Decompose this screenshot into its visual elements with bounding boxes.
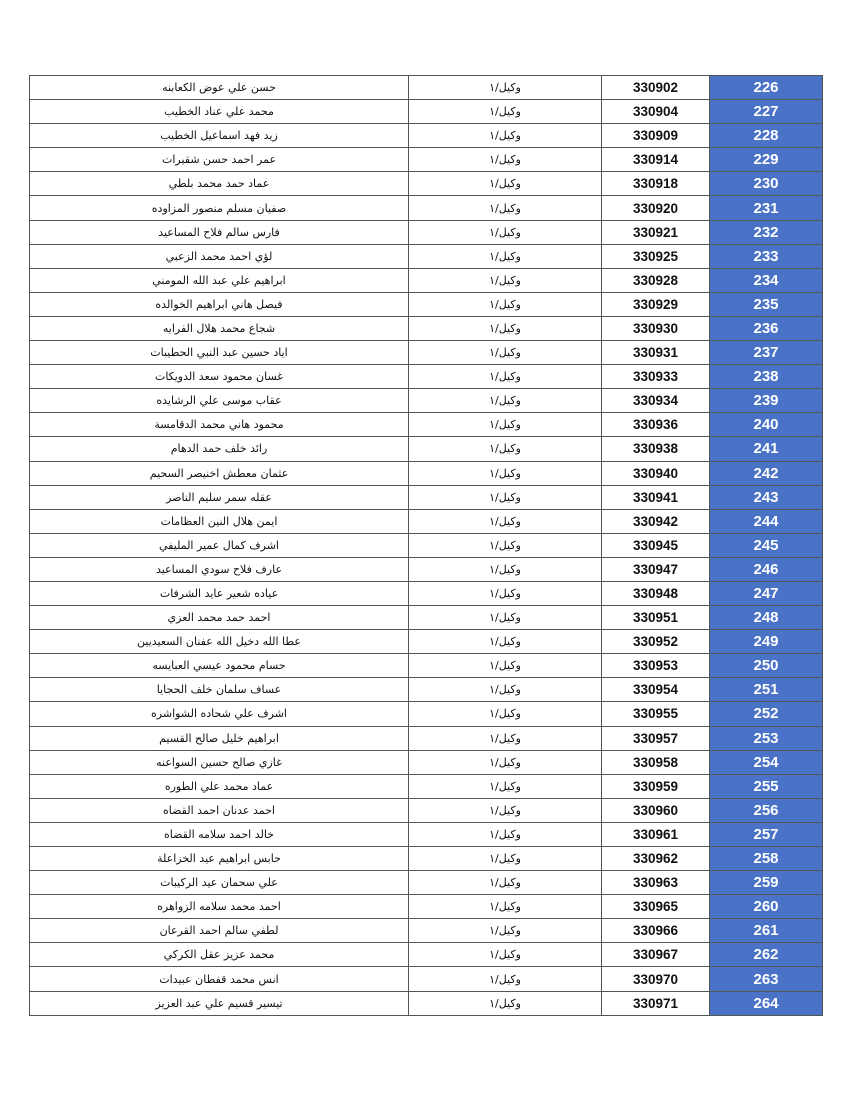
code-cell: 330920 (602, 196, 710, 220)
rank-cell: وكيل/١ (409, 100, 602, 124)
table-row (30, 967, 823, 991)
name-cell: علي سحمان عيد الركيبات (30, 871, 409, 895)
table-row (30, 196, 823, 220)
code-cell: 330929 (602, 292, 710, 316)
row-number-cell: 245 (710, 533, 823, 557)
rank-cell: وكيل/١ (409, 919, 602, 943)
name-cell: زيد فهد اسماعيل الخطيب (30, 124, 409, 148)
code-cell: 330931 (602, 341, 710, 365)
code-cell: 330953 (602, 654, 710, 678)
row-number-cell: 264 (710, 991, 823, 1015)
row-number-cell: 244 (710, 509, 823, 533)
name-cell: احمد عدنان احمد القضاه (30, 798, 409, 822)
code-cell: 330951 (602, 606, 710, 630)
table-row (30, 413, 823, 437)
name-cell: محمود هاني محمد الدقامسة (30, 413, 409, 437)
table-row (30, 509, 823, 533)
table-row (30, 557, 823, 581)
table-row (30, 991, 823, 1015)
code-cell: 330928 (602, 268, 710, 292)
name-cell: احمد محمد سلامه الزواهره (30, 895, 409, 919)
code-cell: 330961 (602, 822, 710, 846)
row-number-cell: 240 (710, 413, 823, 437)
row-number-cell: 242 (710, 461, 823, 485)
row-number-cell: 232 (710, 220, 823, 244)
name-cell: حسام محمود عيسي العبايسه (30, 654, 409, 678)
name-cell: انس محمد قفطان عبيدات (30, 967, 409, 991)
code-cell: 330925 (602, 244, 710, 268)
table-row (30, 798, 823, 822)
row-number-cell: 258 (710, 847, 823, 871)
row-number-cell: 234 (710, 268, 823, 292)
name-cell: غازي صالح حسين السواعنه (30, 750, 409, 774)
table-row (30, 124, 823, 148)
rank-cell: وكيل/١ (409, 389, 602, 413)
row-number-cell: 248 (710, 606, 823, 630)
rank-cell: وكيل/١ (409, 678, 602, 702)
name-cell: لطفي سالم احمد القرعان (30, 919, 409, 943)
row-number-cell: 250 (710, 654, 823, 678)
rank-cell: وكيل/١ (409, 268, 602, 292)
rank-cell: وكيل/١ (409, 606, 602, 630)
code-cell: 330918 (602, 172, 710, 196)
table-row (30, 148, 823, 172)
name-cell: اشرف علي شحاده الشواشره (30, 702, 409, 726)
name-cell: لؤي احمد محمد الزعبي (30, 244, 409, 268)
rank-cell: وكيل/١ (409, 461, 602, 485)
code-cell: 330960 (602, 798, 710, 822)
table-row (30, 76, 823, 100)
table-row (30, 244, 823, 268)
name-cell: تيسير قسيم علي عبد العزيز (30, 991, 409, 1015)
rank-cell: وكيل/١ (409, 437, 602, 461)
name-cell: ابراهيم خليل صالح القسيم (30, 726, 409, 750)
name-cell: عماد محمد علي الطوره (30, 774, 409, 798)
code-cell: 330930 (602, 316, 710, 340)
rank-cell: وكيل/١ (409, 991, 602, 1015)
code-cell: 330971 (602, 991, 710, 1015)
name-cell: عساف سلمان خلف الحجايا (30, 678, 409, 702)
name-cell: حابس ابراهيم عيد الخزاعلة (30, 847, 409, 871)
table-row (30, 268, 823, 292)
name-cell: فارس سالم فلاح المساعيد (30, 220, 409, 244)
row-number-cell: 249 (710, 630, 823, 654)
row-number-cell: 256 (710, 798, 823, 822)
rank-cell: وكيل/١ (409, 485, 602, 509)
table-row (30, 316, 823, 340)
row-number-cell: 237 (710, 341, 823, 365)
row-number-cell: 253 (710, 726, 823, 750)
code-cell: 330967 (602, 943, 710, 967)
row-number-cell: 227 (710, 100, 823, 124)
table-row (30, 485, 823, 509)
row-number-cell: 255 (710, 774, 823, 798)
rank-cell: وكيل/١ (409, 967, 602, 991)
code-cell: 330933 (602, 365, 710, 389)
rank-cell: وكيل/١ (409, 702, 602, 726)
code-cell: 330963 (602, 871, 710, 895)
name-cell: غسان محمود سعد الدويكات (30, 365, 409, 389)
row-number-cell: 261 (710, 919, 823, 943)
code-cell: 330934 (602, 389, 710, 413)
rank-cell: وكيل/١ (409, 798, 602, 822)
name-cell: اشرف كمال عمير المليفي (30, 533, 409, 557)
rank-cell: وكيل/١ (409, 509, 602, 533)
code-cell: 330941 (602, 485, 710, 509)
rank-cell: وكيل/١ (409, 943, 602, 967)
table-row (30, 654, 823, 678)
rank-cell: وكيل/١ (409, 292, 602, 316)
name-cell: محمد عزيز عقل الكركي (30, 943, 409, 967)
table-row (30, 630, 823, 654)
rank-cell: وكيل/١ (409, 533, 602, 557)
code-cell: 330958 (602, 750, 710, 774)
name-cell: ابراهيم علي عبد الله المومني (30, 268, 409, 292)
table-row (30, 100, 823, 124)
code-cell: 330957 (602, 726, 710, 750)
name-cell: عارف فلاح سودي المساعيد (30, 557, 409, 581)
rank-cell: وكيل/١ (409, 895, 602, 919)
row-number-cell: 260 (710, 895, 823, 919)
row-number-cell: 247 (710, 581, 823, 605)
table-body (30, 76, 823, 1016)
name-cell: ايمن هلال النين العظامات (30, 509, 409, 533)
name-cell: فيصل هاني ابراهيم الخوالده (30, 292, 409, 316)
rank-cell: وكيل/١ (409, 365, 602, 389)
name-cell: عثمان معطش اخنيصر السحيم (30, 461, 409, 485)
rank-cell: وكيل/١ (409, 654, 602, 678)
rank-cell: وكيل/١ (409, 750, 602, 774)
row-number-cell: 257 (710, 822, 823, 846)
rank-cell: وكيل/١ (409, 726, 602, 750)
name-cell: اياد حسين عبد النبي الحطيبات (30, 341, 409, 365)
name-cell: حسن علي عوض الكعابنه (30, 76, 409, 100)
name-cell: خالد احمد سلامه القضاه (30, 822, 409, 846)
code-cell: 330942 (602, 509, 710, 533)
table-row (30, 292, 823, 316)
table-row (30, 919, 823, 943)
table-row (30, 461, 823, 485)
table-row (30, 581, 823, 605)
table-row (30, 389, 823, 413)
rank-cell: وكيل/١ (409, 76, 602, 100)
row-number-cell: 243 (710, 485, 823, 509)
rank-cell: وكيل/١ (409, 871, 602, 895)
row-number-cell: 228 (710, 124, 823, 148)
row-number-cell: 230 (710, 172, 823, 196)
name-cell: عقله سمر سليم الناصر (30, 485, 409, 509)
code-cell: 330914 (602, 148, 710, 172)
personnel-table (29, 75, 823, 1016)
table-row (30, 437, 823, 461)
table-row (30, 750, 823, 774)
name-cell: صفيان مسلم منصور المزاوده (30, 196, 409, 220)
code-cell: 330938 (602, 437, 710, 461)
row-number-cell: 252 (710, 702, 823, 726)
rank-cell: وكيل/١ (409, 124, 602, 148)
code-cell: 330955 (602, 702, 710, 726)
code-cell: 330962 (602, 847, 710, 871)
code-cell: 330970 (602, 967, 710, 991)
code-cell: 330936 (602, 413, 710, 437)
row-number-cell: 233 (710, 244, 823, 268)
name-cell: عياده شعير عايد الشرفات (30, 581, 409, 605)
row-number-cell: 231 (710, 196, 823, 220)
code-cell: 330959 (602, 774, 710, 798)
table-row (30, 678, 823, 702)
row-number-cell: 259 (710, 871, 823, 895)
row-number-cell: 254 (710, 750, 823, 774)
row-number-cell: 263 (710, 967, 823, 991)
table-row (30, 606, 823, 630)
table-row (30, 702, 823, 726)
name-cell: عمر احمد حسن شقيرات (30, 148, 409, 172)
name-cell: احمد حمد محمد العزي (30, 606, 409, 630)
name-cell: رائد خلف حمد الدهام (30, 437, 409, 461)
row-number-cell: 229 (710, 148, 823, 172)
name-cell: عقاب موسى علي الرشايده (30, 389, 409, 413)
code-cell: 330952 (602, 630, 710, 654)
table-row (30, 726, 823, 750)
name-cell: عطا الله دخيل الله عفنان السعيديين (30, 630, 409, 654)
row-number-cell: 226 (710, 76, 823, 100)
rank-cell: وكيل/١ (409, 341, 602, 365)
row-number-cell: 235 (710, 292, 823, 316)
code-cell: 330940 (602, 461, 710, 485)
table-row (30, 220, 823, 244)
row-number-cell: 239 (710, 389, 823, 413)
row-number-cell: 241 (710, 437, 823, 461)
table-row (30, 871, 823, 895)
table-row (30, 822, 823, 846)
rank-cell: وكيل/١ (409, 220, 602, 244)
rank-cell: وكيل/١ (409, 822, 602, 846)
rank-cell: وكيل/١ (409, 316, 602, 340)
code-cell: 330947 (602, 557, 710, 581)
name-cell: عماد حمد محمد بلطي (30, 172, 409, 196)
table-row (30, 847, 823, 871)
rank-cell: وكيل/١ (409, 148, 602, 172)
rank-cell: وكيل/١ (409, 581, 602, 605)
table-row (30, 172, 823, 196)
row-number-cell: 236 (710, 316, 823, 340)
rank-cell: وكيل/١ (409, 196, 602, 220)
row-number-cell: 246 (710, 557, 823, 581)
code-cell: 330945 (602, 533, 710, 557)
row-number-cell: 251 (710, 678, 823, 702)
table-row (30, 365, 823, 389)
row-number-cell: 262 (710, 943, 823, 967)
rank-cell: وكيل/١ (409, 630, 602, 654)
table-row (30, 533, 823, 557)
name-cell: محمد علي عناد الخطيب (30, 100, 409, 124)
table-row (30, 341, 823, 365)
code-cell: 330948 (602, 581, 710, 605)
code-cell: 330902 (602, 76, 710, 100)
rank-cell: وكيل/١ (409, 413, 602, 437)
table-row (30, 774, 823, 798)
rank-cell: وكيل/١ (409, 244, 602, 268)
code-cell: 330966 (602, 919, 710, 943)
rank-cell: وكيل/١ (409, 774, 602, 798)
code-cell: 330954 (602, 678, 710, 702)
code-cell: 330909 (602, 124, 710, 148)
code-cell: 330965 (602, 895, 710, 919)
rank-cell: وكيل/١ (409, 172, 602, 196)
row-number-cell: 238 (710, 365, 823, 389)
name-cell: شجاع محمد هلال الفرايه (30, 316, 409, 340)
table-row (30, 943, 823, 967)
rank-cell: وكيل/١ (409, 847, 602, 871)
table-row (30, 895, 823, 919)
code-cell: 330904 (602, 100, 710, 124)
code-cell: 330921 (602, 220, 710, 244)
rank-cell: وكيل/١ (409, 557, 602, 581)
